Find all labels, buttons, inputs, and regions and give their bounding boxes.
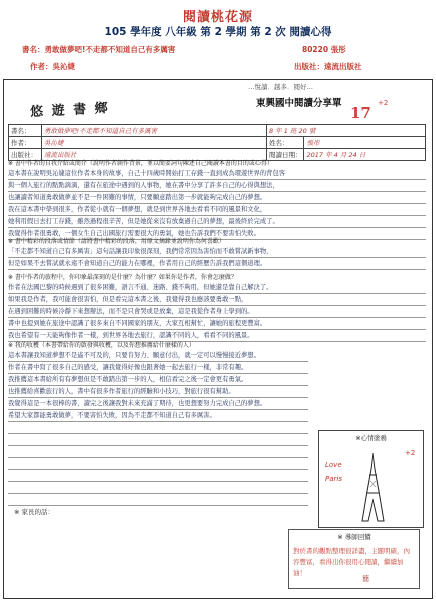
school-title: 東興國中閱讀分享單 (256, 98, 342, 109)
essay-line (8, 434, 308, 446)
teacher-feedback-text: 對於書的觀點整理很詳盡，主題明確，內容豐富，看得出你很用心閱讀，繼續加油！ (293, 547, 410, 577)
section-excerpt-prompt: ※ 書中精彩的段落或情節（請將書中精彩的段落，用原文摘錄並說明你為何喜歡） (8, 238, 225, 245)
essay-line: 也推薦給喜歡旅行的人，書中有很多作者旅行的經驗和小技巧，對旅行很有幫助。 (8, 386, 308, 398)
doodle-word-love: Love (325, 461, 342, 469)
section-intro-prompt: ※ 書中作者的自我介紹或簡介（說明作者創作背景，並以簡要詞句陳述自己閱讀本書的目的或心得） (8, 160, 273, 167)
page-subtitle: 105 學年度 八年級 第 2 學期 第 2 次 閱讀心得 (104, 26, 332, 38)
info-book-value: 勇敢做夢吧!不走都不知道自己有多厲害 (42, 125, 267, 137)
teacher-signature: 簡 (362, 575, 369, 583)
grade-bonus: +2 (378, 99, 389, 107)
worksheet-stamp: 悠 遊 書 鄉 (29, 100, 111, 121)
essay-line: 「不走都不知道自己有多厲害」這句話讓我印象很深刻，我們常常因為害怕而不敢嘗試新事物， (8, 246, 426, 258)
info-author-value: 吳沁婕 (42, 137, 267, 149)
info-book-label: 書名： (9, 125, 42, 137)
essay-line: 作者在書中寫了很多自己的感受，讓我覺得好像也跟著她一起去旅行一樣，非常有趣。 (8, 362, 308, 374)
book-publisher: 出版社：遠流出版社 (294, 62, 362, 71)
info-name-label: 姓名： (266, 137, 304, 149)
page-title: 閱讀桃花源 (182, 10, 253, 25)
essay-lines-2 (8, 246, 426, 270)
info-name-value: 張彤 (304, 137, 426, 149)
essay-line (8, 458, 308, 470)
info-pub-value: 遠流出版社 (42, 149, 267, 161)
essay-line (8, 422, 308, 434)
essay-line (8, 494, 308, 506)
essay-lines-3 (8, 282, 426, 342)
essay-line: 也讓讀者知道勇敢做夢並不是一件困難的事情，只要願意踏出第一步就能夠完成自己的夢想。 (8, 192, 426, 204)
essay-line: 與一個人旅行的點點滴滴，還有在旅途中遇到的人事物，她在書中分享了許多自己的心得與想法， (8, 180, 426, 192)
section-gain-prompt: ※ 我的收穫（本書帶給你的啟發與收穫，以及你想推薦給什麼樣的人） (8, 342, 195, 349)
doodle-bonus: +2 (405, 449, 416, 457)
info-class: 8 年 1 班 20 號 (266, 125, 425, 137)
info-author-label: 作者： (9, 137, 42, 149)
essay-line: 我也希望有一天能夠像作者一樣，到世界各地去旅行，認識不同的人，看看不同的風景。 (8, 330, 426, 342)
essay-line: 我覺得這是一本很棒的書，讀完之後讓我對未來充滿了期待，也更想要努力完成自己的夢想。 (8, 398, 308, 410)
essay-line: 這本書在說明吳沁婕這位作者本身的故事，自己十四歲時開始打工存錢一直到成為環遊世界的背包客 (8, 168, 426, 180)
student-id: 80220 張彤 (302, 45, 346, 54)
essay-line: 作者在法國巴黎的時候遇到了很多困難，語言不通、迷路、錢不夠用，但她還是靠自己解決了。 (8, 282, 426, 294)
essay-line: 如果我是作者，我可能會很害怕，但是看完這本書之後，我覺得我也應該要勇敢一點， (8, 294, 426, 306)
grade-score: 17 (350, 104, 371, 122)
doodle-box (318, 430, 424, 528)
section-impression-prompt: ※ 書中作者的旅程中，你印象最深刻的是什麼？為什麼？如果你是作者，你會怎麼做？ (8, 274, 237, 281)
essay-line: 我覺得作者很勇敢，一個女生自己出國旅行需要很大的勇氣，她也告訴我們不要害怕失敗。 (8, 228, 426, 240)
essay-line: 希望大家都能勇敢做夢，不要害怕失敗，因為不走都不知道自己有多厲害。 (8, 410, 308, 422)
essay-line: 我推薦這本書給所有有夢想但是不敢踏出第一步的人，相信看完之後一定會更有勇氣。 (8, 374, 308, 386)
parent-comment-label: ※ 家長的話： (14, 508, 55, 516)
doodle-word-paris: Paris (325, 475, 342, 483)
essay-line: 她利用假日去打工存錢，雖然過程很辛苦，但是她從來沒有放棄過自己的夢想，最後終於完成了。 (8, 216, 426, 228)
info-date-value: 2017 年 4 月 24 日 (304, 149, 426, 161)
essay-line (8, 482, 308, 494)
essay-line: 書中也提到她在旅途中認識了很多來自不同國家的朋友，大家互相幫忙，讓她的旅程更豐富。 (8, 318, 426, 330)
essay-line: 在遇到困難的時候冷靜下來想辦法，而不是只會哭或是放棄，這是我從作者身上學到的。 (8, 306, 426, 318)
essay-line (8, 446, 308, 458)
essay-line (8, 470, 308, 482)
essay-lines-4 (8, 350, 308, 506)
essay-line: 我在這本書中學到很多，作者從小就有一個夢想，就是到世界各地去看看不同的風景和文化， (8, 204, 426, 216)
essay-line: 但是如果不去嘗試就永遠不會知道自己的能力在哪裡，作者用自己的經歷告訴我們這個道理。 (8, 258, 426, 270)
essay-lines-1 (8, 168, 426, 240)
teacher-feedback-box (288, 529, 420, 589)
eiffel-tower-icon (361, 451, 385, 523)
info-pub-label: 出版社： (9, 149, 42, 161)
info-date-label: 閱讀日期： (266, 149, 304, 161)
essay-line: 這本書讓我知道夢想不是遙不可及的，只要肯努力、願意付出，就一定可以慢慢接近夢想。 (8, 350, 308, 362)
worksheet-tagline: …悅讀．越多．閱好… (248, 83, 313, 91)
book-author: 作者：吳沁婕 (30, 62, 75, 71)
info-table (8, 124, 426, 161)
book-title: 書名：勇敢做夢吧!不走都不知道自己有多厲害 (22, 45, 176, 54)
doodle-caption: ※心情塗鴉 (355, 434, 387, 442)
teacher-feedback-label: ※ 導師回饋 (337, 533, 371, 541)
